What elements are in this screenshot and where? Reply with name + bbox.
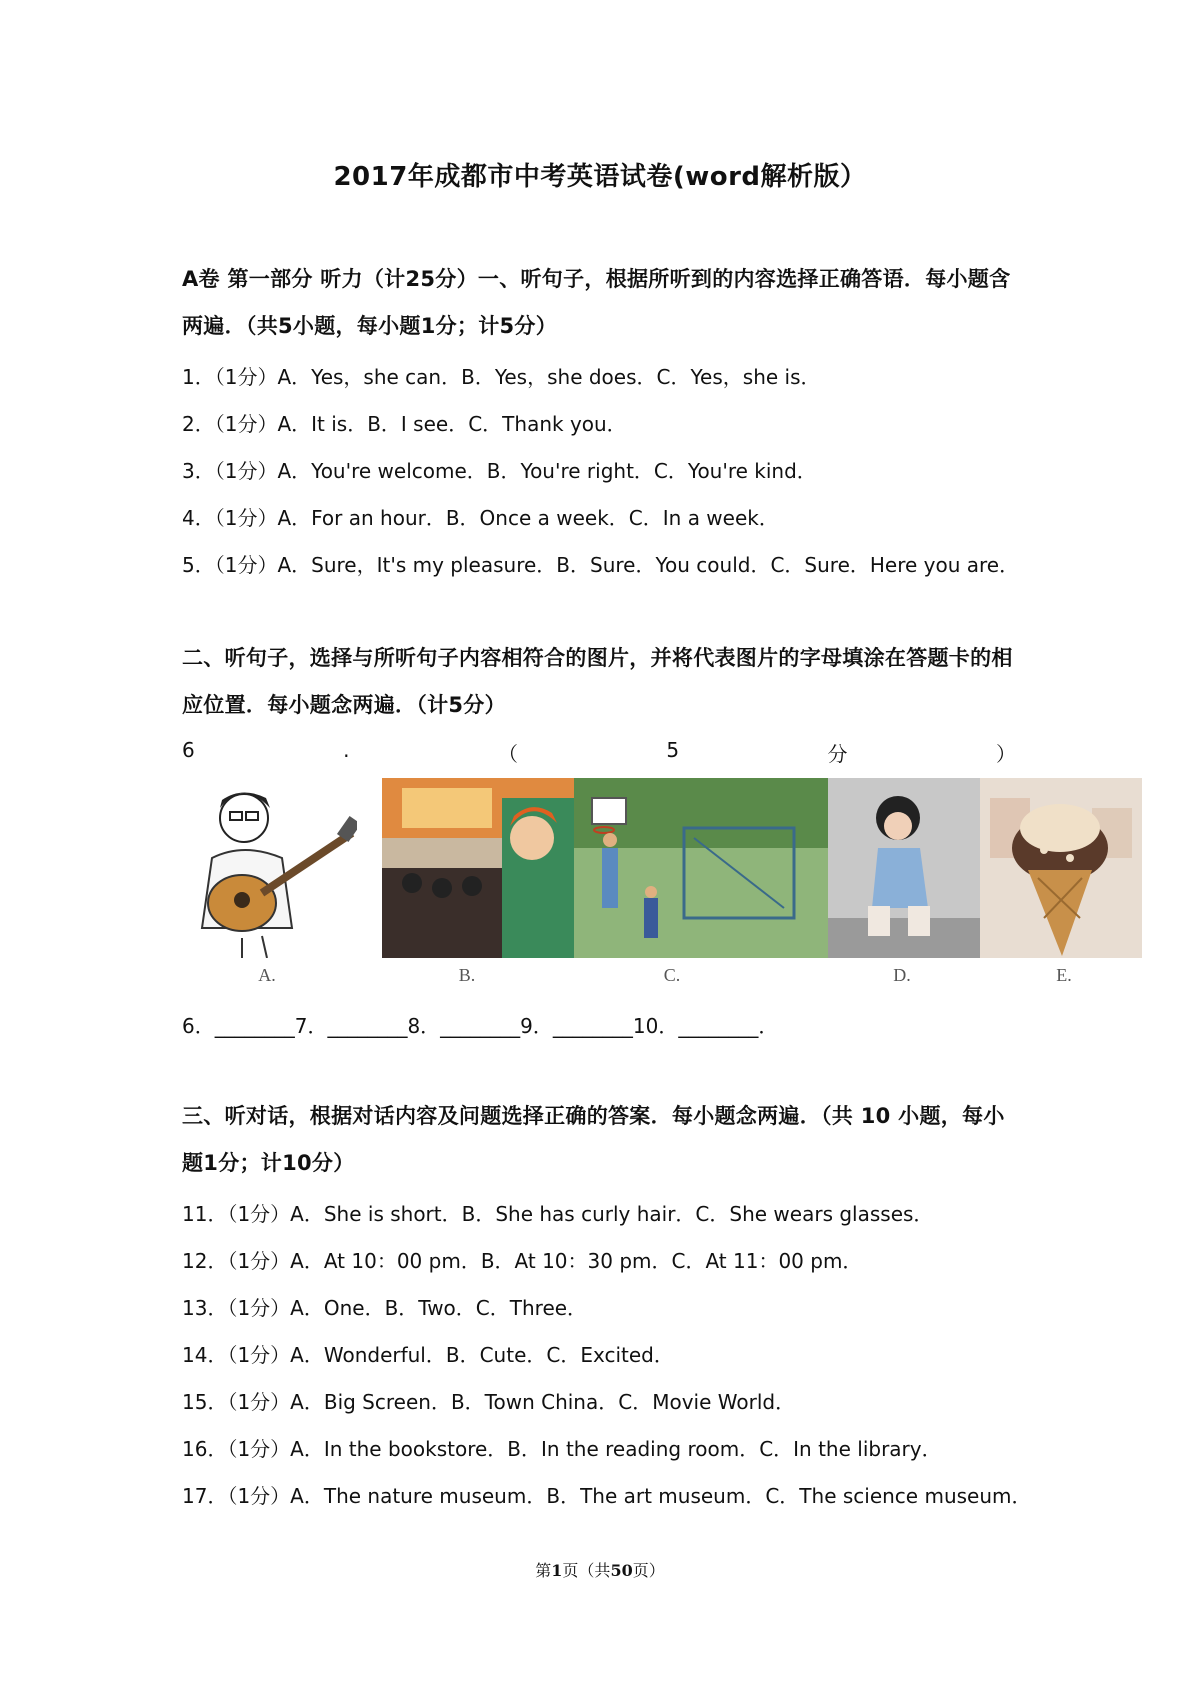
- question-17: 17．（1分）A．The nature museum．B．The art museum．C．The science museum．: [182, 1484, 1032, 1508]
- spread-text: .: [343, 738, 350, 762]
- question-16: 16．（1分）A．In the bookstore．B．In the reading room．C．In the library．: [182, 1437, 942, 1461]
- question-13: 13．（1分）A．One．B．Two．C．Three．: [182, 1296, 588, 1320]
- page-footer: [0, 1558, 1200, 1581]
- picture-label-d: D.: [893, 965, 911, 985]
- picture-label-c: C.: [663, 965, 681, 985]
- page-number: 1: [551, 1561, 563, 1580]
- guitar-player-image: [182, 778, 357, 958]
- cinema-audience-image: [382, 778, 574, 958]
- question-15: 15．（1分）A．Big Screen．B．Town China．C．Movie World．: [182, 1390, 796, 1414]
- page-title: 2017年成都市中考英语试卷(word解析版）: [333, 162, 867, 192]
- section1-heading: A卷 第一部分 听力（计25分）一、听句子，根据所听到的内容选择正确答语．每小题含两遍．（共5小题，每小题1分；计5分）: [182, 267, 1011, 338]
- question-14: 14．（1分）A．Wonderful．B．Cute．C．Excited．: [182, 1343, 674, 1367]
- spread-text: 分: [827, 742, 848, 766]
- picture-label-b: B.: [458, 965, 476, 985]
- section2-score-line: [182, 738, 1016, 767]
- footer-prefix: 第: [535, 1561, 552, 1580]
- page-total: 50: [610, 1561, 633, 1580]
- question-11: 11．（1分）A．She is short．B．She has curly hair．C．She wears glasses．: [182, 1202, 934, 1226]
- spread-text: ）: [995, 742, 1016, 766]
- section3-heading: 三、听对话，根据对话内容及问题选择正确的答案．每小题念两遍．（共 10 小题，每小题1分；计10分）: [182, 1104, 1005, 1175]
- question-2: 2．（1分）A．It is．B．I see．C．Thank you．: [182, 412, 627, 436]
- picture-label-e: E.: [1056, 965, 1072, 985]
- picture-label-a: A.: [258, 965, 276, 985]
- question-1: 1．（1分）A．Yes，she can．B．Yes，she does．C．Yes，she is．: [182, 365, 821, 389]
- ice-cream-cone-image: [980, 778, 1142, 958]
- question-3: 3．（1分）A．You're welcome．B．You're right．C．You're kind．: [182, 459, 817, 483]
- basketball-court-image: [574, 778, 828, 958]
- footer-suffix: 页）: [632, 1561, 665, 1580]
- answer-blanks: 6．________7．________8．________9．________10．________．: [182, 1014, 779, 1038]
- question-12: 12．（1分）A．At 10：00 pm．B．At 10：30 pm．C．At 11：00 pm．: [182, 1249, 863, 1273]
- picture-strip: [182, 778, 1142, 985]
- girl-crouching-image: [828, 778, 980, 958]
- section2-heading: 二、听句子，选择与所听句子内容相符合的图片，并将代表图片的字母填涂在答题卡的相应位置．每小题念两遍．（计5分）: [182, 646, 1013, 717]
- spread-text: 5: [666, 738, 680, 762]
- footer-middle: 页（共: [562, 1561, 611, 1580]
- spread-text: （: [497, 742, 518, 766]
- spread-text: 6: [182, 738, 195, 762]
- question-5: 5．（1分）A．Sure，It's my pleasure．B．Sure．You could．C．Sure．Here you are．: [182, 553, 1020, 577]
- question-4: 4．（1分）A．For an hour．B．Once a week．C．In a week．: [182, 506, 779, 530]
